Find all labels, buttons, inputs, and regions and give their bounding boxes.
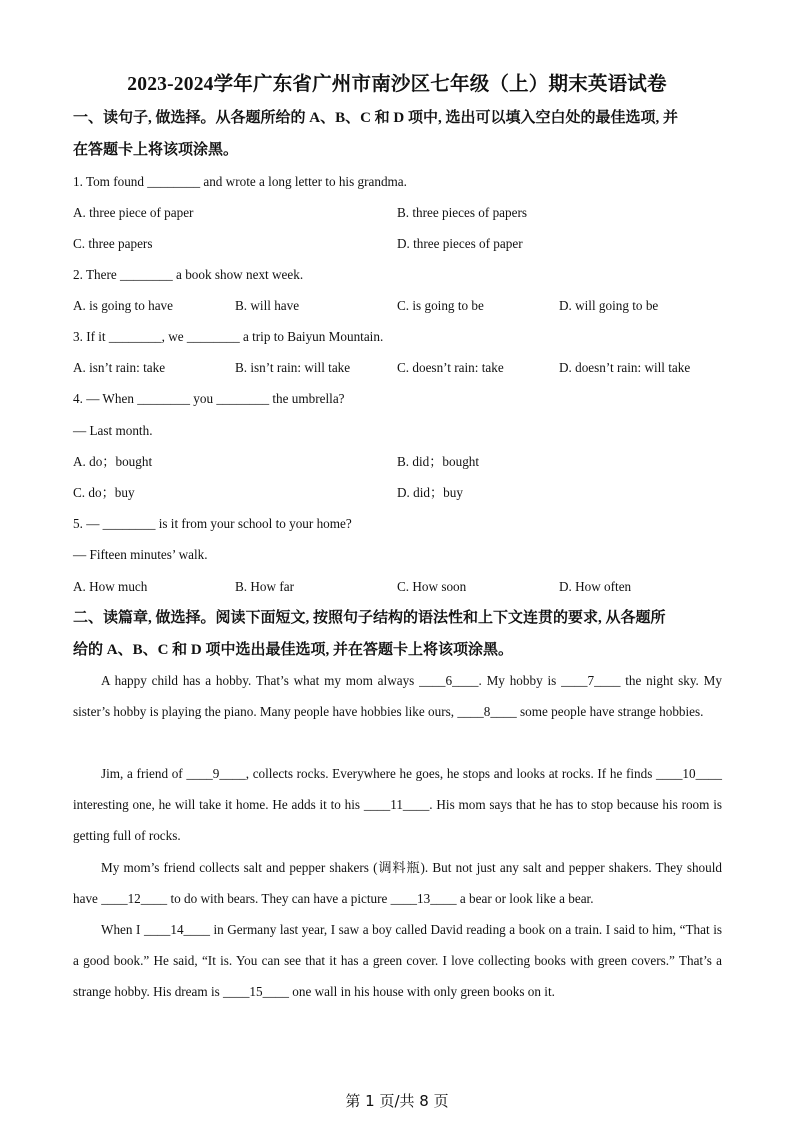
question-2-option-b[interactable]: B. will have <box>235 298 300 313</box>
question-5-option-a[interactable]: A. How much <box>73 579 148 594</box>
passage-paragraph-4 <box>73 914 722 1007</box>
passage-text: When I <box>101 922 144 937</box>
page-number-footer: 第 1 页/共 8 页 <box>345 1092 449 1110</box>
question-4-stem: 4. — When ________ you ________ the umbrella? <box>73 391 345 406</box>
question-2-option-a[interactable]: A. is going to have <box>73 298 173 313</box>
passage-text: a bear or look like a bear. <box>456 891 594 906</box>
section2-heading-line2: 给的 A、B、C 和 D 项中选出最佳选项, 并在答题卡上将该项涂黑。 <box>73 642 514 658</box>
passage-text: to do with bears. They can have a picture <box>167 891 391 906</box>
question-1-option-a[interactable]: A. three piece of paper <box>73 205 194 220</box>
question-4-option-b[interactable]: B. did；bought <box>397 454 480 469</box>
page-title: 2023-2024学年广东省广州市南沙区七年级（上）期末英语试卷 <box>127 74 667 95</box>
passage-text: My mom’s friend collects salt and pepper shakers (调料瓶). But not just any salt and pepper shakers. They should have <box>73 860 722 906</box>
blank-9: ____9____ <box>186 766 246 781</box>
blank-14: ____14____ <box>143 922 210 937</box>
passage-text: , collects rocks. Everywhere he goes, he stops and looks at rocks. If he finds <box>245 766 657 781</box>
question-2-option-c[interactable]: C. is going to be <box>397 298 484 313</box>
question-1-stem: 1. Tom found ________ and wrote a long letter to his grandma. <box>73 174 407 189</box>
question-3-stem: 3. If it ________, we ________ a trip to Baiyun Mountain. <box>73 329 384 344</box>
passage-text: Jim, a friend of <box>101 766 187 781</box>
question-1-option-c[interactable]: C. three papers <box>73 236 153 251</box>
question-3-option-a[interactable]: A. isn’t rain: take <box>73 360 166 375</box>
passage-paragraph-3 <box>73 852 722 914</box>
blank-8: ____8____ <box>457 704 517 719</box>
passage-text: . His mom says that he has to stop because his room is getting full of rocks. <box>73 797 722 843</box>
passage-paragraph-1 <box>73 665 722 727</box>
blank-6: ____6____ <box>419 673 479 688</box>
question-4-option-c[interactable]: C. do；buy <box>73 485 135 500</box>
blank-13: ____13____ <box>390 891 457 906</box>
section1-heading-line1: 一、读句子, 做选择。从各题所给的 A、B、C 和 D 项中, 选出可以填入空白处的最佳选项, 并 <box>73 110 679 126</box>
section2-heading-line1: 二、读篇章, 做选择。阅读下面短文, 按照句子结构的语法性和上下文连贯的要求, 从各题所 <box>73 610 666 626</box>
question-4-option-a[interactable]: A. do；bought <box>73 454 153 469</box>
passage-text: some people have strange hobbies. <box>516 704 704 719</box>
question-5-option-c[interactable]: C. How soon <box>397 579 467 594</box>
question-3-option-d[interactable]: D. doesn’t rain: will take <box>559 360 691 375</box>
blank-10: ____10____ <box>656 766 722 781</box>
question-5-option-d[interactable]: D. How often <box>559 579 632 594</box>
question-3-option-c[interactable]: C. doesn’t rain: take <box>397 360 504 375</box>
blank-12: ____12____ <box>101 891 168 906</box>
question-4-option-d[interactable]: D. did；buy <box>397 485 463 500</box>
passage-text: A happy child has a hobby. That’s what my mom always <box>101 673 420 688</box>
blank-15: ____15____ <box>223 984 289 999</box>
question-4-response: — Last month. <box>73 423 153 438</box>
section1-heading-line2: 在答题卡上将该项涂黑。 <box>73 142 239 158</box>
question-5-response: — Fifteen minutes’ walk. <box>73 547 208 562</box>
question-5-stem: 5. — ________ is it from your school to your home? <box>73 516 352 531</box>
passage-text: . My hobby is <box>478 673 562 688</box>
blank-7: ____7____ <box>561 673 621 688</box>
question-1-option-d[interactable]: D. three pieces of paper <box>397 236 523 251</box>
question-1-option-b[interactable]: B. three pieces of papers <box>397 205 527 220</box>
passage-text: interesting one, he will take it home. He adds it to his <box>73 797 364 812</box>
passage-text: one wall in his house with only green books on it. <box>288 984 555 999</box>
passage-paragraph-2 <box>73 758 722 851</box>
question-2-stem: 2. There ________ a book show next week. <box>73 267 304 282</box>
question-5-option-b[interactable]: B. How far <box>235 579 294 594</box>
passage-text: in Germany last year, I saw a boy called David reading a book on a train. I said to him, “That is a good book.” He said, “It is. You can see that it has a green cover. I love collecting books with green covers.” That’s a strange hobby. His dream is <box>73 922 722 999</box>
passage-text: the night sky. My sister’s hobby is playing the piano. Many people have hobbies like ours, <box>73 673 722 719</box>
blank-11: ____11____ <box>363 797 430 812</box>
question-2-option-d[interactable]: D. will going to be <box>559 298 659 313</box>
question-3-option-b[interactable]: B. isn’t rain: will take <box>235 360 351 375</box>
